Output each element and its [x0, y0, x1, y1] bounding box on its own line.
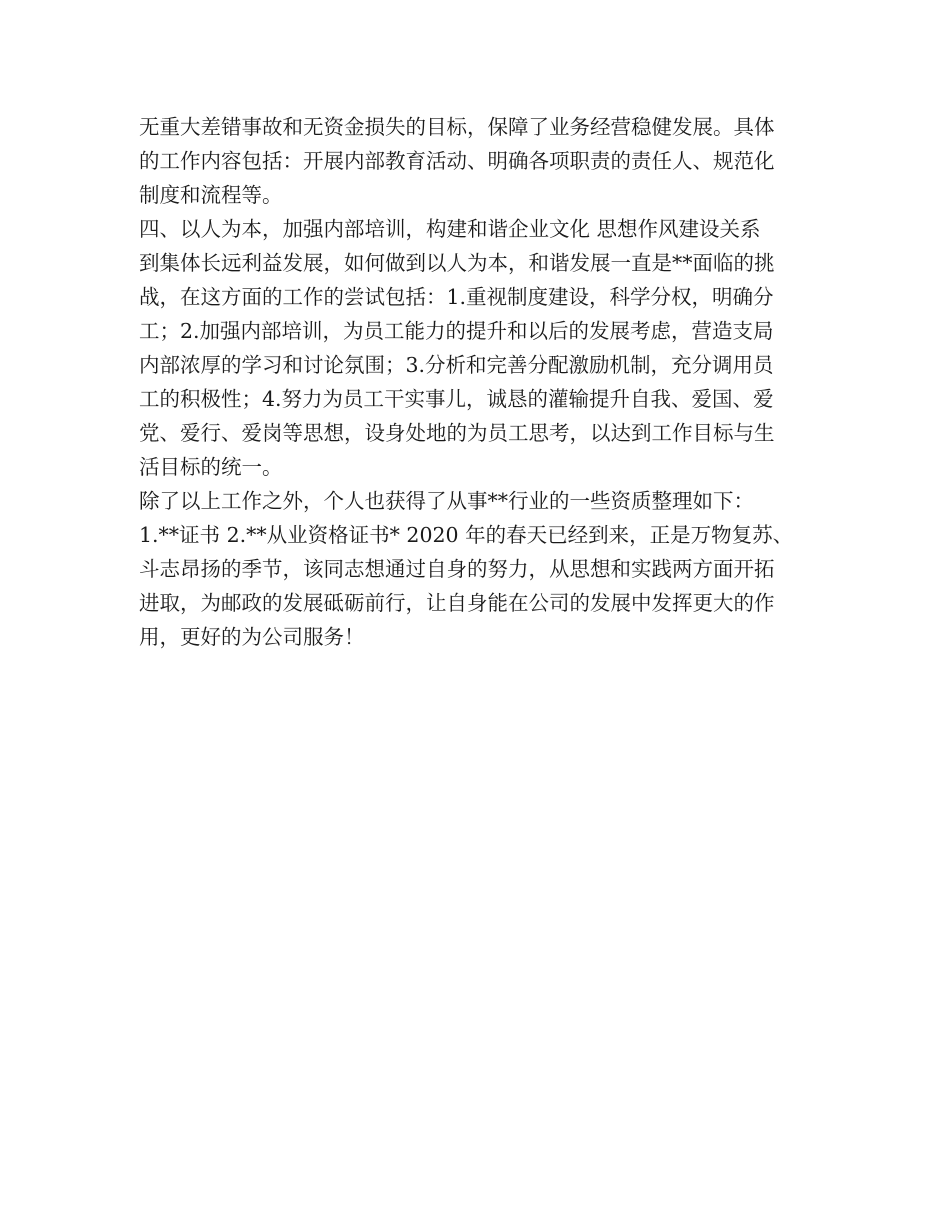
text-line: 活目标的统一。 — [139, 455, 283, 479]
text-line: 制度和流程等。 — [139, 183, 283, 207]
text-line: 1.**证书 2.**从业资格证书* 2020 年的春天已经到来，正是万物复苏、 — [139, 523, 794, 547]
text-line: 内部浓厚的学习和讨论氛围；3.分析和完善分配激励机制，充分调用员 — [139, 353, 774, 377]
text-line: 党、爱行、爱岗等思想，设身处地的为员工思考，以达到工作目标与生 — [139, 421, 775, 445]
text-line: 除了以上工作之外，个人也获得了从事**行业的一些资质整理如下： — [139, 489, 754, 513]
document-body — [139, 110, 829, 654]
text-line: 进取，为邮政的发展砥砺前行，让自身能在公司的发展中发挥更大的作 — [139, 591, 775, 615]
text-line: 四、以人为本，加强内部培训，构建和谐企业文化 思想作风建设关系 — [139, 217, 761, 241]
text-line: 工的积极性；4.努力为员工干实事儿，诚恳的灌输提升自我、爱国、爱 — [139, 387, 774, 411]
text-line: 到集体长远利益发展，如何做到以人为本，和谐发展一直是**面临的挑 — [139, 251, 775, 275]
text-line: 战，在这方面的工作的尝试包括：1.重视制度建设，科学分权，明确分 — [139, 285, 774, 309]
text-line: 工；2.加强内部培训，为员工能力的提升和以后的发展考虑，营造支局 — [139, 319, 774, 343]
text-line: 用，更好的为公司服务！ — [139, 625, 365, 649]
text-line: 斗志昂扬的季节，该同志想通过自身的努力，从思想和实践两方面开拓 — [139, 557, 775, 581]
text-line: 的工作内容包括：开展内部教育活动、明确各项职责的责任人、规范化 — [139, 149, 775, 173]
text-line: 无重大差错事故和无资金损失的目标，保障了业务经营稳健发展。具体 — [139, 115, 775, 139]
